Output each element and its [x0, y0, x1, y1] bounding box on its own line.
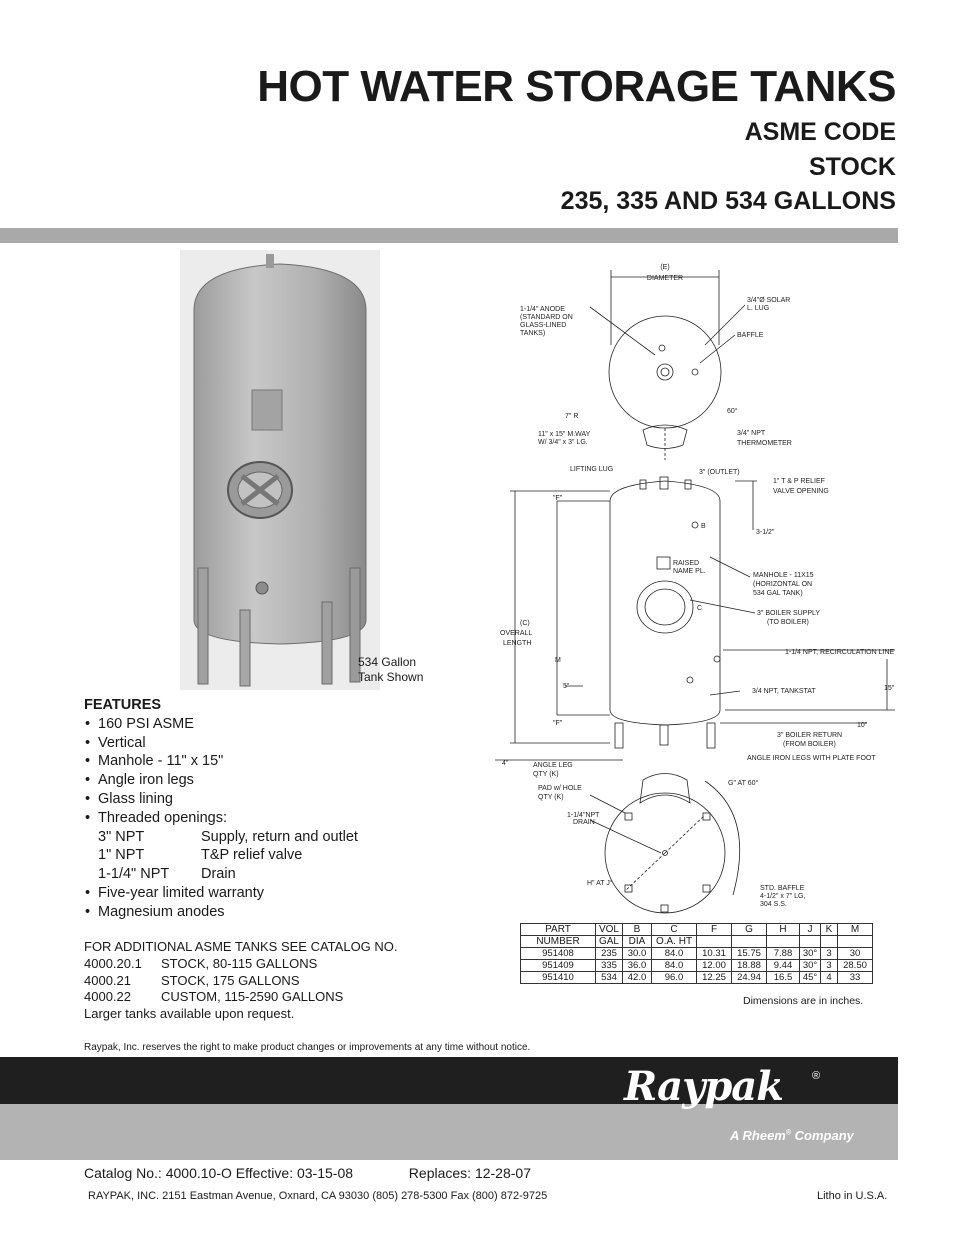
- col-m-2: [838, 936, 873, 948]
- col-g: G: [732, 924, 767, 936]
- table-header-row-2: [521, 936, 873, 948]
- opening-row: 1-1/4" NPT Drain: [98, 866, 236, 883]
- label-manhole-2: (HORIZONTAL ON: [753, 581, 813, 588]
- header-divider: [0, 228, 898, 243]
- cell: 10.31: [697, 948, 732, 960]
- label-5in: 5": [563, 683, 570, 690]
- label-boiler-return: 3" BOILER RETURN: [777, 732, 843, 739]
- label-pad: PAD w/ HOLE: [538, 785, 582, 792]
- label-h: H" AT J°: [587, 880, 613, 887]
- label-length: LENGTH: [503, 640, 532, 647]
- label-4in: 4": [502, 760, 509, 767]
- cell: 3: [821, 948, 838, 960]
- table-row: [521, 960, 873, 972]
- label-recirculation: 1-1/4 NPT, RECIRCULATION LINE: [785, 649, 895, 656]
- photo-caption: 534 Gallon Tank Shown: [358, 655, 424, 684]
- label-c: C: [697, 605, 703, 612]
- catalog-row: 4000.21 STOCK, 175 GALLONS: [84, 972, 300, 988]
- label-manway: 11" x 15" M.WAY: [538, 431, 591, 438]
- label-overall: OVERALL: [500, 630, 533, 637]
- catalog-replaces: Replaces: 12-28-07: [408, 1165, 531, 1181]
- label-manhole: MANHOLE - 11X15: [753, 572, 814, 579]
- spec-table: [520, 923, 873, 984]
- catalog-references: [84, 939, 398, 1023]
- label-boiler-return-2: (FROM BOILER): [783, 741, 836, 748]
- cell: 9.44: [767, 960, 800, 972]
- label-60deg: 60°: [727, 408, 738, 415]
- rheem-tail: Company: [791, 1128, 854, 1143]
- label-thermometer-2: THERMOMETER: [737, 440, 792, 447]
- label-tankstat: 3/4 NPT, TANKSTAT: [752, 688, 816, 695]
- cell: 30°: [800, 960, 821, 972]
- opening-row: 1" NPT T&P relief valve: [98, 847, 303, 864]
- feature-item: • Angle iron legs: [84, 771, 464, 790]
- tank-dimension-diagram: [495, 255, 905, 920]
- cell: 534: [596, 972, 623, 984]
- col-j-2: [800, 936, 821, 948]
- features-section: [84, 696, 464, 922]
- cell: 84.0: [652, 948, 697, 960]
- col-m: M: [838, 924, 873, 936]
- catalog-heading: FOR ADDITIONAL ASME TANKS SEE CATALOG NO.: [84, 939, 398, 954]
- col-h-2: [767, 936, 800, 948]
- catalog-row: 4000.20.1 STOCK, 80-115 GALLONS: [84, 955, 318, 971]
- catalog-row: 4000.22 CUSTOM, 115-2590 GALLONS: [84, 989, 344, 1005]
- label-raised: RAISED: [673, 560, 700, 567]
- cell: 96.0: [652, 972, 697, 984]
- cell: 12.25: [697, 972, 732, 984]
- features-list-2: [84, 884, 464, 922]
- label-raised-2: NAME PL.: [673, 568, 706, 575]
- col-j: J: [800, 924, 821, 936]
- label-drain: 1-1/4"NPT: [567, 812, 600, 819]
- label-diameter: DIAMETER: [646, 275, 684, 282]
- cell: 45°: [800, 972, 821, 984]
- col-k-2: [821, 936, 838, 948]
- registered-mark: ®: [812, 1070, 821, 1082]
- label-solar: 3/4"Ø SOLAR: [747, 297, 791, 304]
- col-b-2: DIA: [623, 936, 652, 948]
- col-k: K: [821, 924, 838, 936]
- catalog-effective: Catalog No.: 4000.10-O Effective: 03-15-08: [84, 1165, 354, 1181]
- cell: 24.94: [732, 972, 767, 984]
- label-anode-4: TANKS): [520, 330, 546, 337]
- label-anode-3: GLASS-LINED: [520, 322, 567, 329]
- rheem-name: A Rheem: [730, 1128, 786, 1143]
- label-manway-2: W/ 3/4" x 3" LG.: [538, 439, 588, 446]
- raypak-logo: [624, 1063, 824, 1133]
- label-boiler-supply: 3" BOILER SUPPLY: [757, 610, 821, 617]
- cell: 4: [821, 972, 838, 984]
- label-angle-legs: ANGLE IRON LEGS WITH PLATE FOOT: [747, 755, 876, 762]
- label-g: G" AT 60°: [728, 780, 759, 787]
- table-row: [521, 972, 873, 984]
- label-std-baffle-3: 304 S.S.: [760, 901, 787, 908]
- table-header-row: [521, 924, 873, 936]
- rheem-tagline: [730, 1128, 854, 1143]
- litho-note: Litho in U.S.A.: [817, 1190, 888, 1202]
- label-7r: 7" R: [565, 413, 579, 420]
- label-b: B: [701, 523, 706, 530]
- label-tp-relief: 1" T & P RELIEF: [773, 478, 825, 485]
- catalog-number: [84, 1165, 531, 1181]
- subtitle-asme: ASME CODE: [744, 118, 896, 146]
- features-heading: FEATURES: [84, 697, 162, 713]
- cell: 84.0: [652, 960, 697, 972]
- label-std-baffle-2: 4-1/2" x 7" LG,: [760, 893, 806, 900]
- col-b: B: [623, 924, 652, 936]
- cell: 42.0: [623, 972, 652, 984]
- col-g-2: [732, 936, 767, 948]
- tank-photo: [180, 250, 380, 690]
- cell: 951410: [521, 972, 596, 984]
- rheem-reg: ®: [785, 1129, 792, 1137]
- features-list: [84, 715, 464, 828]
- col-c: C: [652, 924, 697, 936]
- label-f-bottom: "F": [553, 720, 563, 727]
- table-row: [521, 948, 873, 960]
- col-f-2: [697, 936, 732, 948]
- col-f: F: [697, 924, 732, 936]
- col-vol-2: GAL: [596, 936, 623, 948]
- label-angle-leg: ANGLE LEG: [533, 762, 573, 769]
- logo-text: Raypak: [624, 1063, 783, 1110]
- label-manhole-3: 534 GAL TANK): [753, 590, 803, 597]
- label-drain-2: DRAIN: [573, 819, 595, 826]
- cell: 30°: [800, 948, 821, 960]
- col-h: H: [767, 924, 800, 936]
- feature-item: • Vertical: [84, 734, 464, 753]
- opening-row: 3" NPT Supply, return and outlet: [98, 828, 358, 845]
- label-15in: 15": [884, 685, 895, 692]
- label-m: M: [555, 657, 561, 664]
- label-anode-2: (STANDARD ON: [520, 314, 573, 321]
- label-10in: 10": [857, 722, 868, 729]
- subtitle-gallons: 235, 335 AND 534 GALLONS: [560, 187, 896, 215]
- feature-item: • Manhole - 11" x 15": [84, 752, 464, 771]
- cell: 30.0: [623, 948, 652, 960]
- disclaimer: Raypak, Inc. reserves the right to make product changes or improvements at any time without notice.: [84, 1042, 531, 1053]
- label-3-half: 3-1/2": [756, 529, 775, 536]
- feature-item: • Threaded openings:: [84, 809, 464, 828]
- label-thermometer: 3/4" NPT: [737, 430, 766, 437]
- label-c-paren: (C): [520, 620, 530, 627]
- cell: 33: [838, 972, 873, 984]
- cell: 3: [821, 960, 838, 972]
- label-std-baffle: STD. BAFFLE: [760, 885, 805, 892]
- label-angle-leg-2: QTY (K): [533, 771, 559, 778]
- feature-item: • Five-year limited warranty: [84, 884, 464, 903]
- cell: 28.50: [838, 960, 873, 972]
- catalog-note: Larger tanks available upon request.: [84, 1006, 295, 1022]
- col-vol: VOL: [596, 924, 623, 936]
- feature-item: • Glass lining: [84, 790, 464, 809]
- cell: 335: [596, 960, 623, 972]
- label-lifting-lug: LIFTING LUG: [570, 466, 614, 473]
- cell: 12.00: [697, 960, 732, 972]
- cell: 951409: [521, 960, 596, 972]
- cell: 15.75: [732, 948, 767, 960]
- col-c-2: O.A. HT: [652, 936, 697, 948]
- dimensions-note: Dimensions are in inches.: [743, 995, 864, 1007]
- label-f-top: "F": [553, 495, 563, 502]
- subtitle-stock: STOCK: [808, 153, 896, 181]
- label-outlet: 3" (OUTLET): [699, 469, 740, 476]
- label-pad-2: QTY (K): [538, 794, 564, 801]
- cell: 36.0: [623, 960, 652, 972]
- company-address: RAYPAK, INC. 2151 Eastman Avenue, Oxnard, CA 93030 (805) 278-5300 Fax (800) 872-9725: [88, 1190, 548, 1202]
- label-solar-2: L. LUG: [747, 305, 770, 312]
- feature-item: • 160 PSI ASME: [84, 715, 464, 734]
- label-boiler-supply-2: (TO BOILER): [767, 619, 809, 626]
- label-e: (E): [660, 264, 670, 271]
- col-part: PART: [521, 924, 596, 936]
- cell: 16.5: [767, 972, 800, 984]
- cell: 7.88: [767, 948, 800, 960]
- label-anode: 1-1/4" ANODE: [520, 306, 565, 313]
- page-title: HOT WATER STORAGE TANKS: [257, 62, 896, 111]
- cell: 235: [596, 948, 623, 960]
- label-tp-relief-2: VALVE OPENING: [773, 488, 829, 495]
- label-baffle: BAFFLE: [737, 332, 764, 339]
- feature-item: • Magnesium anodes: [84, 903, 464, 922]
- cell: 951408: [521, 948, 596, 960]
- col-part-2: NUMBER: [521, 936, 596, 948]
- cell: 30: [838, 948, 873, 960]
- cell: 18.88: [732, 960, 767, 972]
